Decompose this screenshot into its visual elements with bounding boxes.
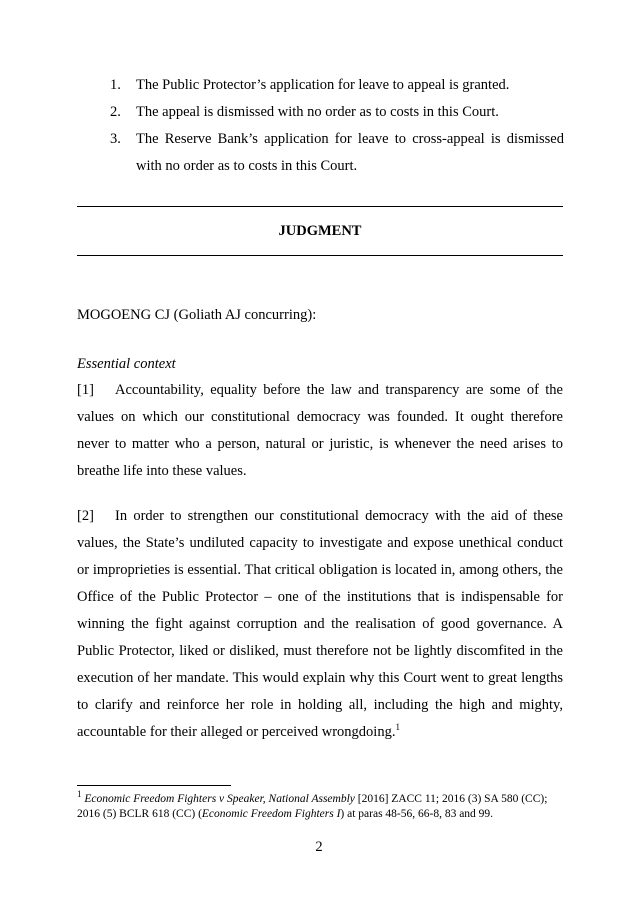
order-item-text: The Reserve Bank’s application for leave to cross-appeal is dismissed with no order as to costs in this Court.	[136, 131, 564, 174]
order-item-text: The appeal is dismissed with no order as to costs in this Court.	[136, 104, 499, 120]
section-heading: Essential context	[77, 356, 176, 372]
paragraph-text: In order to strengthen our constitutional democracy with the aid of these values, the State’s undiluted capacity to investigate and expose unethical conduct or improprieties is essential. That critical obligation is located in, among others, the Office of the Public Protector – one of the institutions that is indispensable for winning the fight against corruption and the realisation of good governance. A Public Protector, liked or disliked, must therefore not be lightly discomfited in the execution of her mandate. This would explain why this Court went to great lengths to clarify and reinforce her role in holding all, including the high and mighty, accountable for their alleged or perceived wrongdoing.	[77, 508, 563, 740]
footnote	[77, 789, 563, 822]
judge-attribution: MOGOENG CJ (Goliath AJ concurring):	[77, 307, 317, 323]
paragraph-number: [2]	[77, 508, 94, 524]
order-list	[110, 72, 564, 180]
divider-bottom	[77, 255, 563, 256]
footnote-number: 1	[77, 789, 82, 800]
paragraph-2	[77, 503, 563, 746]
page-number: 2	[315, 839, 323, 855]
footnote-short-name: Economic Freedom Fighters I	[201, 808, 341, 820]
order-item	[110, 72, 564, 99]
order-item-text: The Public Protector’s application for leave to appeal is granted.	[136, 77, 510, 93]
footnote-divider	[77, 785, 231, 786]
divider-top	[77, 206, 563, 207]
order-item	[110, 126, 564, 180]
footnote-citation: [2016] ZACC 11; 2016 (3) SA 580 (CC); 2016 (5) BCLR 618 (CC) (	[77, 793, 548, 820]
paragraph-number: [1]	[77, 382, 94, 398]
order-item-number: 3.	[110, 131, 121, 147]
judgment-heading: JUDGMENT	[278, 223, 362, 239]
footnote-case-name: Economic Freedom Fighters v Speaker, National Assembly	[84, 793, 355, 805]
order-item	[110, 99, 564, 126]
order-item-number: 1.	[110, 77, 121, 93]
order-item-number: 2.	[110, 104, 121, 120]
footnote-reference[interactable]: 1	[395, 722, 400, 733]
paragraph-1	[77, 377, 563, 485]
paragraph-text: Accountability, equality before the law and transparency are some of the values on which our constitutional democracy was founded. It ought therefore never to matter who a person, natural or juristic, is whenever the need arises to breathe life into these values.	[77, 382, 563, 479]
footnote-tail: ) at paras 48-56, 66-8, 83 and 99.	[340, 808, 494, 820]
